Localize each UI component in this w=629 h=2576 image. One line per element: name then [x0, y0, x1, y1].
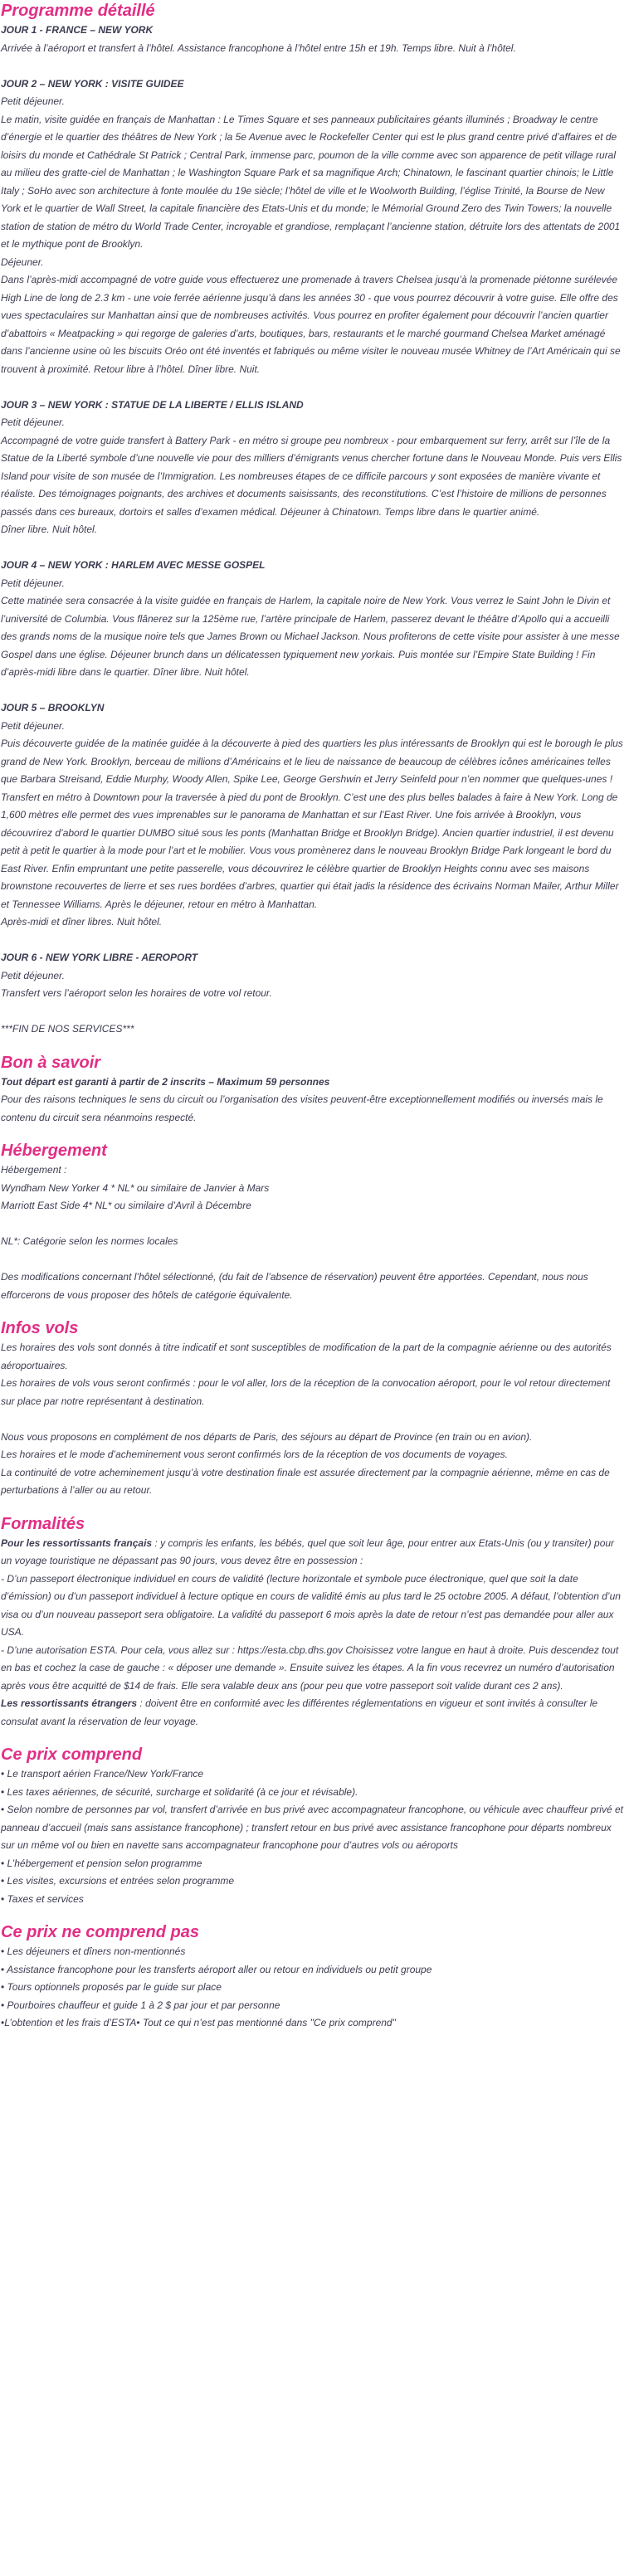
list-item: • Les taxes aériennes, de sécurité, surcharge et solidarité (à ce jour et révisable).	[1, 1785, 358, 1798]
day-paragraph: Après-midi et dîner libres. Nuit hôtel.	[1, 916, 163, 928]
bullet-icon: •	[1, 1963, 5, 1975]
bullet-icon: •	[1, 2017, 5, 2028]
spacer	[1, 1251, 624, 1269]
day-paragraph: Le matin, visite guidée en français de Manhattan : Le Times Square et ses panneaux publicitaires géants illuminés ; Broadway le centre d’énergie et le quartier des théâtres de New York ; la 5e Avenue avec le Rockefeller Center qui est le plus grand centre privé d’affaires et de loisirs du monde et Cathédrale St Patrick ; Central Park, immense parc, poumon de la ville comme avec son apparence de petit village rural au milieu des gratte-ciel de Manhattan ; le Washington Square Park et sa magnifique Arch; Chinatown, le fascinant quartier chinois; le Little Italy ; SoHo avec son architecture à fonte moulée du 19e siècle; l’hôtel de ville et le Woolworth Building, l’église Trinité, la Bourse de New York et le quartier de Wall Street, la capitale financière des Etats-Unis et du monde; le Mémorial Ground Zero des Twin Towers; la nouvelle station de station de métro du World Trade Center, incroyable et grandiose, remplaçant l’ancienne station, détruite lors des attentats de 2001 et le mythique pont de Brooklyn.	[1, 113, 621, 250]
prix-comprend-title: Ce prix comprend	[1, 1746, 143, 1764]
day-paragraph: Petit déjeuner.	[1, 719, 65, 732]
bullet-icon: •	[1, 1999, 5, 2011]
day-paragraph: Déjeuner.	[1, 256, 44, 268]
esta-requirement: - D’une autorisation ESTA. Pour cela, vous allez sur : https://esta.cbp.dhs.gov Choisissez votre langue en haut à droite. Puis descendez tout en bas et cochez la case de gauche : « déposer une demande ». Ensuite suivez les étapes. A la fin vous recevrez un numéro d’autorisation après vous être acquitté de $14 de frais. Elle sera valable deux ans (pour peu que votre passeport soit valide durant ces 2 ans).	[1, 1643, 619, 1692]
spacer	[1, 57, 624, 75]
day-paragraph: Arrivée à l’aéroport et transfert à l’hôtel. Assistance francophone à l’hôtel entre 15h et 19h. Temps libre. Nuit à l’hôtel.	[1, 41, 516, 54]
program-title: Programme détaillé	[1, 2, 155, 20]
flight-info-paragraph: Les horaires de vols vous seront confirmés : pour le vol aller, lors de la réception de la convocation aéroport, pour le vol retour directement sur place par notre représentant à destination.	[1, 1377, 611, 1407]
infos-vols-title: Infos vols	[1, 1319, 79, 1337]
day-heading: JOUR 5 – BROOKLYN	[1, 702, 105, 713]
guarantee-note: Tout départ est garanti à partir de 2 inscrits – Maximum 59 personnes	[1, 1075, 330, 1088]
bullet-icon: •	[1, 1768, 5, 1780]
list-item: • Tours optionnels proposés par le guide sur place	[1, 1981, 222, 1993]
day-2	[1, 75, 624, 379]
spacer	[1, 539, 624, 558]
foreign-nationals-label: Les ressortissants étrangers	[1, 1697, 138, 1709]
day-3	[1, 397, 624, 539]
day-heading: JOUR 2 – NEW YORK : VISITE GUIDEE	[1, 77, 184, 90]
french-nationals-text: : y compris les enfants, les bébés, quel que soit leur âge, pour entrer aux Etats-Unis (ou y transiter) pour un voyage touristique ne dépassant pas 90 jours, vous devez être en possession :	[1, 1536, 615, 1566]
list-item: • L’hébergement et pension selon programme	[1, 1857, 202, 1869]
foreign-nationals-text: : doivent être en conformité avec les différentes réglementations en vigueur et sont invités à consulter le consulat avant la réservation de leur voyage.	[1, 1697, 598, 1727]
day-1	[1, 22, 624, 57]
bullet-icon: •	[136, 2017, 140, 2028]
foreign-nationals-paragraph	[1, 1695, 624, 1731]
included-list	[1, 1765, 624, 1908]
day-paragraph: Accompagné de votre guide transfert à Battery Park - en métro si groupe peu nombreux - pour embarquement sur ferry, arrêt sur l’île de la Statue de la Liberté symbole d’une nouvelle vie pour des milliers d’émigrants venus chercher fortune dans le Nouveau Monde. Puis vers Ellis Island pour visite de son musée de l’Immigration. Les nombreuses étapes de ce difficile parcours y sont exposées de manière vivante et réaliste. Des témoignages poignants, des archives et documents saisissants, des reconstitutions. C’est l’histoire de millions de personnes passés dans ces bureaux, dortoirs et salles d’examen médical. Déjeuner à Chinatown. Temps libre dans le quartier animé.	[1, 434, 622, 518]
day-6	[1, 949, 624, 1003]
hotel-disclaimer: Des modifications concernant l’hôtel sélectionné, (du fait de l’absence de réservation) peuvent être apportées. Cependant, nous nous efforcerons de vous proposer des hôtels de catégorie équivalente.	[1, 1271, 588, 1301]
bullet-icon: •	[1, 1875, 5, 1887]
hebergement-label: Hébergement :	[1, 1164, 67, 1176]
excluded-list	[1, 1943, 624, 2033]
list-item: • Assistance francophone pour les transferts aéroport aller ou retour en individuels ou petit groupe	[1, 1963, 432, 1975]
spacer	[1, 1215, 624, 1234]
circuit-note: Pour des raisons techniques le sens du circuit ou l’organisation des visites peuvent-être exceptionnellement modifiés ou inversés mais le contenu du circuit sera néanmoins respecté.	[1, 1093, 603, 1123]
day-heading: JOUR 4 – NEW YORK : HARLEM AVEC MESSE GOSPEL	[1, 559, 266, 571]
passport-requirement: - D’un passeport électronique individuel en cours de validité (lecture horizontale et symbole puce électronique, quel que soit la date d’émission) ou d’un passeport individuel à lecture optique en cours de validité émis au plus tard le 25 octobre 2005. A défaut, l’obtention d’un visa ou d’un nouveau passeport sera obligatoire. La validité du passeport 6 mois après la date de retour n’est pas demandée pour aller aux USA.	[1, 1572, 621, 1638]
bullet-icon: •	[1, 1857, 5, 1869]
list-item: • Le transport aérien France/New York/France	[1, 1768, 204, 1780]
bullet-icon: •	[1, 1945, 5, 1957]
day-4	[1, 557, 624, 682]
day-heading: JOUR 6 - NEW YORK LIBRE - AEROPORT	[1, 952, 198, 963]
day-paragraph: Dans l’après-midi accompagné de votre guide vous effectuerez une promenade à travers Chelsea jusqu’à la promenade piétonne surélevée High Line de long de 2.3 km - une voie ferrée aérienne jusqu’à dans les années 30 - que vous pourrez découvrir à votre guise. Elle offre des vues spectaculaires sur Manhattan ainsi que de nombreuses activités. Vous pourrez en profiter également pour découvrir l’ancien quartier d’abattoirs « Meatpacking » qui regorge de galeries d’arts, boutiques, bars, restaurants et le marché gourmand Chelsea Market aménagé dans l’ancienne usine où les biscuits Oréo ont été inventés et fabriqués ou même visiter le nouveau musée Whitney de l’Art Américain qui se trouvent à proximité. Retour libre à l’hôtel. Dîner libre. Nuit.	[1, 274, 621, 375]
hotel-option: Wyndham New Yorker 4 * NL* ou similaire de Janvier à Mars	[1, 1181, 270, 1194]
formalites-title: Formalités	[1, 1514, 85, 1533]
hotel-option: Marriott East Side 4* NL* ou similaire d’Avril à Décembre	[1, 1200, 251, 1211]
list-item: • Les déjeuners et dîners non-mentionnés	[1, 1945, 186, 1957]
bon-a-savoir-title: Bon à savoir	[1, 1053, 101, 1072]
list-item: • Selon nombre de personnes par vol, transfert d’arrivée en bus privé avec accompagnateur francophone, ou véhicule avec chauffeur privé et panneau d’accueil (mais sans assistance francophone) ; transfert retour en bus privé avec assistance francophone pour départs nombreux sur un même vol ou bien en navette sans accompagnateur francophone pour d’autres vols ou aéroports	[1, 1804, 623, 1851]
bullet-icon: •	[1, 1981, 5, 1993]
day-paragraph: Puis découverte guidée de la matinée guidée à la découverte à pied des quartiers les plus intéressants de Brooklyn qui est le borough le plus grand de New York. Brooklyn, berceau de millions d’Américains et le lieu de naissance de beaucoup de célèbres icônes américaines telles que Barbara Streisand, Eddie Murphy, Woody Allen, Spike Lee, George Gershwin et Jerry Seinfeld pour n’en nommer que quelques-unes ! Transfert en métro à Downtown pour la traversée à pied du pont de Brooklyn. C’est une des plus belles balades à faire à New York. Long de 1,600 mètres elle permet des vues imprenables sur le panorama de Manhattan et sur l’East River. Une fois arrivée à Brooklyn, vous découvrirez d’abord le quartier DUMBO situé sous les ponts (Manhattan Bridge et Brooklyn Bridge). Ancien quartier industriel, il est devenu petit à petit le quartier à la mode pour l’art et le mobilier. Vous vous promènerez dans le nouveau Brooklyn Bridge Park longeant le bord du East River. Enfin empruntant une petite passerelle, vous découvrirez le célèbre quartier de Brooklyn Heights connu avec ses maisons brownstone recouvertes de lierre et ses rues bordées d’arbres, quartier qui était jadis la résidence des écrivains Norman Mailer, Arthur Miller et Tennessee Williams. Après le déjeuner, retour en métro à Manhattan.	[1, 738, 623, 910]
flight-info-paragraph: Les horaires et le mode d’acheminement vous seront confirmés lors de la réception de vos documents de voyages.	[1, 1449, 508, 1460]
french-nationals-label: Pour les ressortissants français	[1, 1536, 153, 1549]
day-paragraph: Petit déjeuner.	[1, 416, 65, 428]
bullet-icon: •	[1, 1804, 5, 1815]
list-item: • Pourboires chauffeur et guide 1 à 2 $ par jour et par personne	[1, 1999, 280, 2011]
list-item: •L’obtention et les frais d’ESTA• Tout ce qui n’est pas mentionné dans "Ce prix comprend"	[1, 2017, 396, 2028]
spacer	[1, 932, 624, 950]
list-item: • Les visites, excursions et entrées selon programme	[1, 1875, 235, 1887]
flight-info-paragraph: Nous vous proposons en complément de nos départs de Paris, des séjours au départ de Province (en train ou en avion).	[1, 1430, 533, 1443]
spacer	[1, 682, 624, 700]
spacer	[1, 1410, 624, 1429]
day-paragraph: Dîner libre. Nuit hôtel.	[1, 523, 98, 535]
bullet-icon: •	[1, 1785, 5, 1798]
day-paragraph: Petit déjeuner.	[1, 577, 65, 589]
day-paragraph: Petit déjeuner.	[1, 95, 65, 107]
spacer	[1, 378, 624, 397]
spacer	[1, 1003, 624, 1021]
flight-info-paragraph: Les horaires des vols sont donnés à titre indicatif et sont susceptibles de modification de la part de la compagnie aérienne ou des autorités aéroportuaires.	[1, 1342, 612, 1371]
day-paragraph: Transfert vers l’aéroport selon les horaires de votre vol retour.	[1, 987, 272, 999]
hebergement-title: Hébergement	[1, 1142, 107, 1160]
day-heading: JOUR 1 - FRANCE – NEW YORK	[1, 24, 154, 36]
flight-info-paragraph: La continuité de votre acheminement jusqu’à votre destination finale est assurée directement par la compagnie aérienne, même en cas de perturbations à l’aller ou au retour.	[1, 1466, 610, 1496]
day-5	[1, 699, 624, 932]
day-paragraph: Petit déjeuner.	[1, 969, 65, 981]
list-item: • Taxes et services	[1, 1892, 84, 1905]
day-paragraph: Cette matinée sera consacrée à la visite guidée en français de Harlem, la capitale noire de New York. Vous verrez le Saint John le Divin et l’université de Columbia. Vous flânerez sur la 125ème rue, l’artère principale de Harlem, passerez devant le théâtre d’Apollo qui a accueilli des grands noms de la musique noire tels que James Brown ou Michael Jackson. Nous profiterons de cette visite pour assister à une messe Gospel dans une église. Déjeuner brunch dans un délicatessen typiquement new yorkais. Puis montée sur l’Empire State Building ! Fin d’après-midi libre dans le quartier. Dîner libre. Nuit hôtel.	[1, 595, 620, 678]
day-heading: JOUR 3 – NEW YORK : STATUE DE LA LIBERTE / ELLIS ISLAND	[1, 398, 304, 411]
end-of-services-note: ***FIN DE NOS SERVICES***	[1, 1023, 134, 1035]
prix-ne-comprend-pas-title: Ce prix ne comprend pas	[1, 1923, 199, 1941]
nl-category-note: NL*: Catégorie selon les normes locales	[1, 1235, 178, 1247]
bullet-icon: •	[1, 1892, 5, 1905]
french-nationals-paragraph	[1, 1535, 624, 1570]
